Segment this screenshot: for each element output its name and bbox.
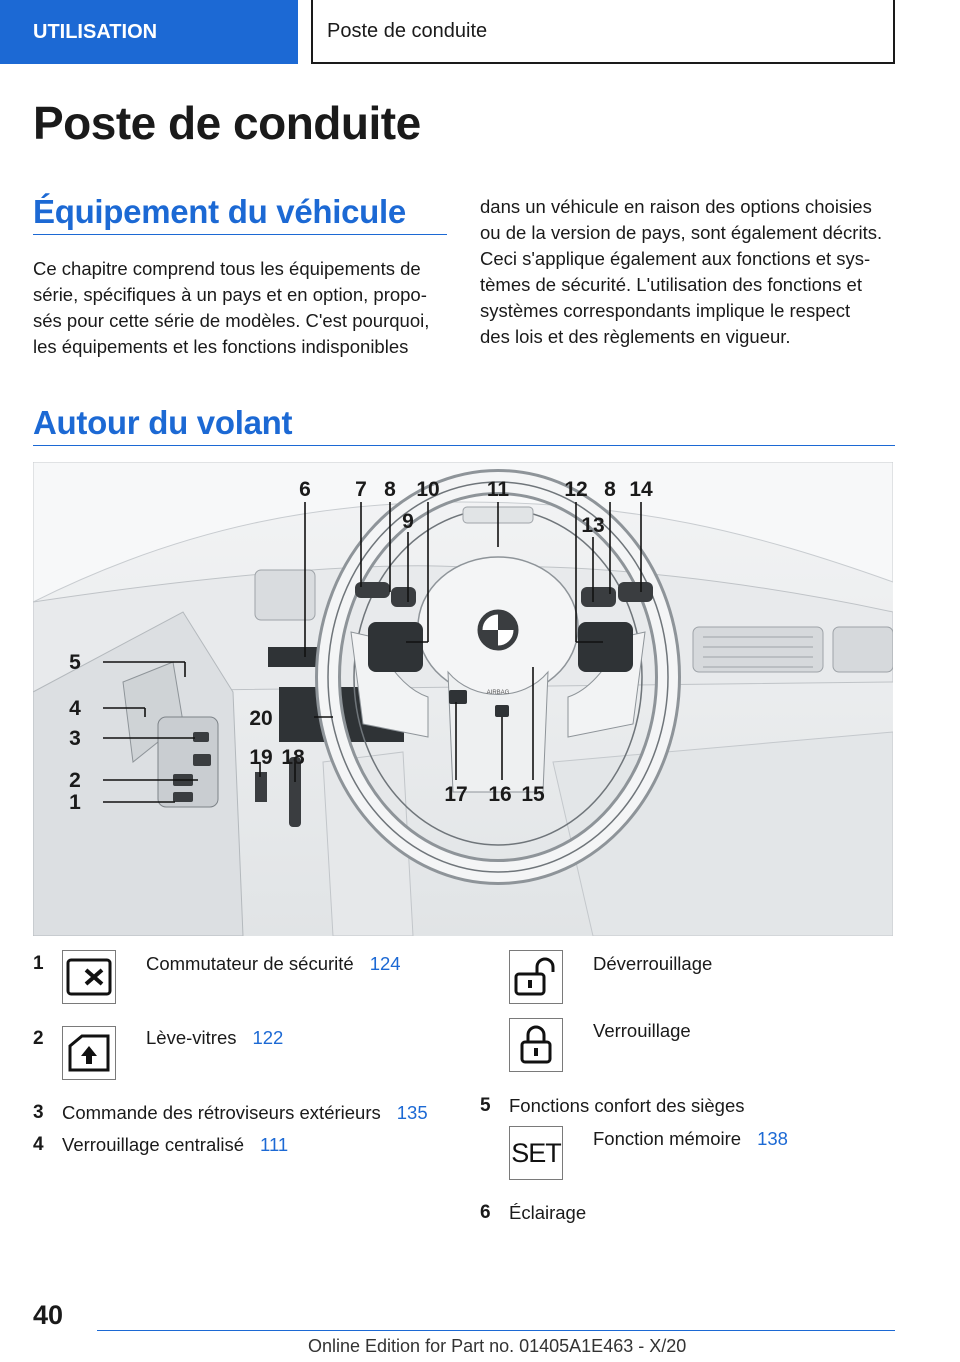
item-label: Lève-vitres (146, 1027, 237, 1048)
power-window-icon (62, 1026, 116, 1080)
callout-2: 2 (69, 769, 81, 792)
page-ref-link[interactable]: 111 (260, 1134, 289, 1155)
text-line: sés pour cette série de modèles. C'est pourquoi, (33, 310, 430, 331)
callout-4: 4 (69, 697, 81, 720)
section-heading-volant: Autour du volant (33, 404, 293, 441)
callout-6: 6 (299, 478, 311, 501)
item-number: 6 (480, 1202, 491, 1223)
text-line: ou de la version de pays, sont également décrits. (480, 222, 883, 243)
cockpit-drawing (33, 462, 893, 936)
section-heading-equipement: Équipement du véhicule (33, 193, 406, 230)
item-label: Verrouillage centralisé (62, 1134, 245, 1155)
callout-20: 20 (249, 707, 273, 730)
callout-17: 17 (444, 783, 468, 806)
callout-10: 10 (416, 478, 440, 501)
footer-rule (97, 1330, 895, 1331)
lock-icon (509, 1018, 563, 1072)
intro-column-left (33, 256, 429, 360)
header-chapter-title: Poste de conduite (311, 0, 895, 64)
page-number: 40 (33, 1300, 64, 1330)
callout-5: 5 (69, 651, 81, 674)
item-number: 4 (33, 1134, 44, 1155)
callout-14: 14 (629, 478, 653, 501)
unlock-icon (509, 950, 563, 1004)
page-ref-link[interactable]: 124 (369, 953, 401, 974)
callout-19: 19 (249, 746, 273, 769)
item-number: 5 (480, 1095, 491, 1116)
page-ref-link[interactable]: 122 (252, 1027, 284, 1048)
item-label: Déverrouillage (593, 953, 713, 974)
text-line: des lois et des règlements en vigueur. (480, 326, 791, 347)
callout-15: 15 (521, 783, 545, 806)
legend-item-4 (62, 1134, 288, 1156)
page-ref-link[interactable]: 138 (757, 1128, 788, 1149)
page-title: Poste de conduite (33, 97, 421, 149)
item-number: 2 (33, 1028, 44, 1049)
legend-item-2 (146, 1027, 283, 1049)
page-ref-link[interactable]: 135 (396, 1102, 428, 1123)
callout-11: 11 (486, 478, 510, 501)
legend-item-3 (62, 1102, 428, 1124)
cockpit-illustration (33, 462, 893, 936)
item-label: Fonctions confort des sièges (509, 1095, 745, 1116)
text-line: systèmes correspondants implique le respect (480, 300, 851, 321)
item-label: Commande des rétroviseurs extérieurs (62, 1102, 381, 1123)
intro-column-right (480, 194, 882, 350)
callout-9: 9 (402, 510, 414, 533)
callout-3: 3 (69, 727, 81, 750)
legend-item-5 (509, 1095, 745, 1117)
airbag-label: AIRBAG (486, 690, 510, 696)
callout-16: 16 (488, 783, 512, 806)
item-label: Verrouillage (593, 1020, 691, 1041)
callout-8: 8 (384, 478, 396, 501)
text-line: dans un véhicule en raison des options choisies (480, 196, 872, 217)
callout-13: 13 (581, 514, 605, 537)
text-line: Ce chapitre comprend tous les équipements de (33, 258, 421, 279)
section-rule (33, 445, 895, 446)
set-button-icon (509, 1126, 563, 1180)
item-label: Éclairage (509, 1202, 587, 1223)
callout-18: 18 (281, 746, 305, 769)
set-icon-label: SET (511, 1137, 561, 1168)
item-number: 1 (33, 953, 44, 974)
item-label: Commutateur de sécurité (146, 953, 354, 974)
callout-8-right: 8 (604, 478, 616, 501)
window-lock-icon (62, 950, 116, 1004)
callout-7: 7 (355, 478, 367, 501)
callout-12: 12 (564, 478, 588, 501)
callout-1: 1 (69, 791, 81, 814)
item-label: Fonction mémoire (593, 1128, 742, 1149)
legend-item-unlock (593, 953, 712, 975)
footer-edition: Online Edition for Part no. 01405A1E463 - X/20 (308, 1336, 687, 1356)
legend-item-lock (593, 1020, 691, 1042)
legend-item-1 (146, 953, 401, 975)
text-line: série, spécifiques à un pays et en option, propo- (33, 284, 427, 305)
section-tab: UTILISATION (0, 0, 298, 64)
legend-item-6 (509, 1202, 586, 1224)
legend-item-memory (593, 1128, 788, 1150)
text-line: les équipements et les fonctions indisponibles (33, 336, 409, 357)
text-line: Ceci s'applique également aux fonctions et sys- (480, 248, 871, 269)
item-number: 3 (33, 1102, 44, 1123)
text-line: tèmes de sécurité. L'utilisation des fonctions et (480, 274, 862, 295)
section-rule (33, 234, 447, 235)
